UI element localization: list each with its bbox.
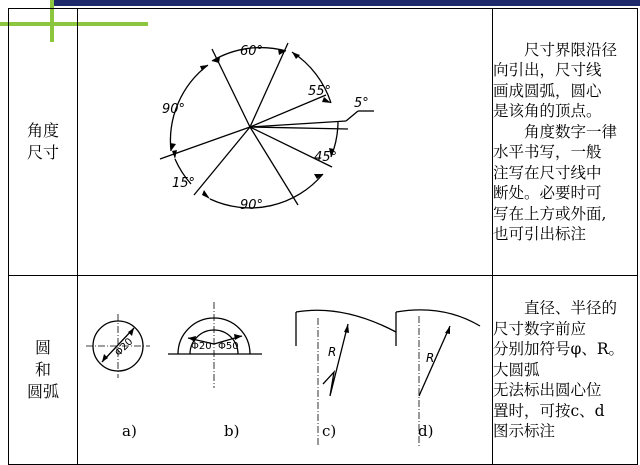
desc-line: 图示标注: [493, 422, 556, 441]
row-label-line: 和: [34, 360, 51, 379]
sublabel-b: b): [224, 422, 240, 440]
row-label-angle: [9, 9, 78, 276]
desc-line: 写在上方或外面,: [493, 204, 607, 223]
angle-label-15: 15°: [172, 176, 196, 191]
angle-label-90-bottom: 90°: [240, 198, 264, 213]
dim-phi50-b: Φ50: [218, 341, 239, 352]
sublabel-a: a): [122, 422, 137, 440]
desc-line: 是该角的顶点。: [493, 102, 602, 120]
desc-line: 大圆弧: [493, 360, 540, 379]
desc-line: 分别加符号φ、R。: [493, 340, 625, 359]
row-label-line: 圆: [34, 338, 51, 357]
table-row-angle: [9, 9, 638, 276]
dim-r-c: R: [328, 345, 337, 359]
desc-line: 向引出，尺寸线: [493, 61, 602, 79]
desc-line: 水平书写，一般: [493, 143, 602, 161]
desc-line: 画成圆弧，圆心: [493, 81, 602, 100]
desc-line: 也可引出标注: [493, 225, 587, 243]
sublabel-d: d): [418, 422, 434, 440]
title-bar-decoration: [52, 0, 640, 6]
dim-r-d: R: [426, 351, 435, 365]
row-label-line: 尺寸: [26, 143, 59, 162]
desc-line: 断处。必要时可: [493, 184, 602, 202]
row-label-line: 圆弧: [26, 382, 59, 401]
dim-phi20-a: Φ20: [113, 336, 136, 359]
circle-diagrams: [78, 276, 492, 460]
desc-line: 无法标出圆心位: [493, 381, 602, 400]
angle-description: [493, 9, 638, 276]
desc-line: 直径、半径的: [524, 299, 618, 318]
angle-label-90-left: 90°: [162, 102, 186, 117]
angle-label-55: 55°: [308, 84, 332, 99]
table-row-circle: [9, 276, 638, 465]
desc-line: 尺寸界限沿径: [524, 40, 618, 59]
desc-line: 尺寸数字前应: [493, 319, 587, 338]
desc-line: 角度数字一律: [524, 122, 618, 141]
desc-line: 置时，可按c、d: [493, 401, 605, 420]
angle-label-60: 60°: [240, 44, 264, 59]
desc-line: 注写在尺寸线中: [493, 163, 602, 182]
dim-phi20-b: Φ20: [191, 341, 212, 352]
circle-dimension-figures: [78, 276, 493, 465]
dimension-rules-table: [8, 8, 638, 465]
angle-label-5: 5°: [354, 96, 369, 111]
angle-dimension-figure: [78, 9, 493, 276]
circle-description: [493, 276, 638, 465]
angle-diagram: [78, 9, 492, 271]
row-label-line: 角度: [26, 121, 59, 140]
row-label-circle: [9, 276, 78, 465]
arc-d: [396, 310, 480, 326]
sublabel-c: c): [322, 422, 337, 440]
angle-label-45: 45°: [314, 150, 338, 165]
